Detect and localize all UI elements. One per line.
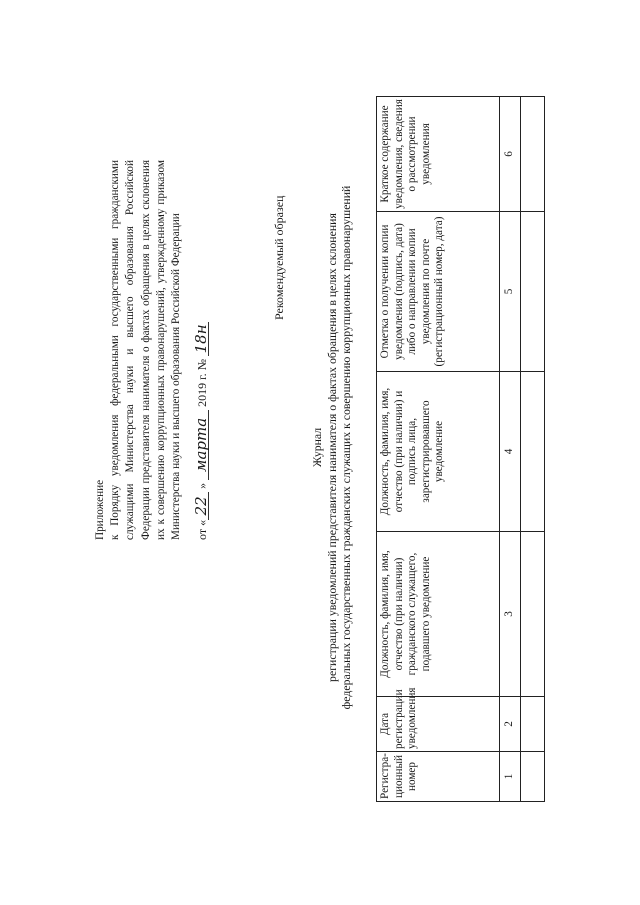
appendix-heading: Приложение (94, 479, 106, 540)
column-number-row (500, 97, 521, 802)
date-prefix: от « (195, 519, 210, 540)
header-copy-mark: Отметка о получении копии уведомления (подпись, дата) либо о направлении копии уведомления по почте (регистрационный номер, дата) (377, 212, 500, 372)
date-year: 2019 г. № (195, 358, 210, 407)
header-employee: Должность, фамилия, имя, отчество (при наличии) гражданского служащего, подавшего уведомление (377, 532, 500, 697)
empty-cell (521, 697, 545, 752)
header-registration-number: Регистра-ционный номер (377, 752, 500, 802)
order-date-line (194, 160, 210, 540)
empty-cell (521, 532, 545, 697)
handwritten-month: марта (194, 410, 209, 480)
column-number: 4 (500, 372, 521, 532)
header-registration-date: Дата регистрации уведомления (377, 697, 500, 752)
column-number: 5 (500, 212, 521, 372)
journal-subtitle-line-1: регистрации уведомлений представителя нанимателя о фактах обращения в целях склонения (324, 213, 339, 682)
appendix-text: к Порядку уведомления федеральными государственными гражданскими служащими Министерства науки и высшего образования Российской Федерации представителя нанимателя о фактах обращения в целях склонения их к совершению коррупционных правонарушений, утвержденному приказом Министерства науки и высшего образования Российской Федерации (109, 160, 183, 540)
journal-title: Журнал (310, 427, 324, 468)
header-registrar: Должность, фамилия, имя, отчество (при наличии) и подпись лица, зарегистрировавшего уведомление (377, 372, 500, 532)
handwritten-order-number: 18н (194, 322, 209, 356)
empty-cell (521, 212, 545, 372)
journal-table (376, 96, 545, 802)
column-number: 2 (500, 697, 521, 752)
empty-cell (521, 752, 545, 802)
header-summary: Краткое содержание уведомления, сведения о рассмотрении уведомления (377, 97, 500, 212)
table-header-row (377, 97, 500, 802)
column-number: 3 (500, 532, 521, 697)
sample-label: Рекомендуемый образец (272, 195, 286, 320)
journal-title-block (310, 100, 354, 795)
handwritten-day: 22 (194, 492, 209, 520)
empty-cell (521, 97, 545, 212)
column-number: 6 (500, 97, 521, 212)
appendix-block (93, 160, 210, 540)
journal-subtitle-line-2: федеральных государственных гражданских служащих к совершению коррупционных правонарушений (339, 185, 353, 710)
column-number: 1 (500, 752, 521, 802)
empty-cell (521, 372, 545, 532)
date-quote-close: » (195, 482, 210, 489)
table-row (521, 97, 545, 802)
